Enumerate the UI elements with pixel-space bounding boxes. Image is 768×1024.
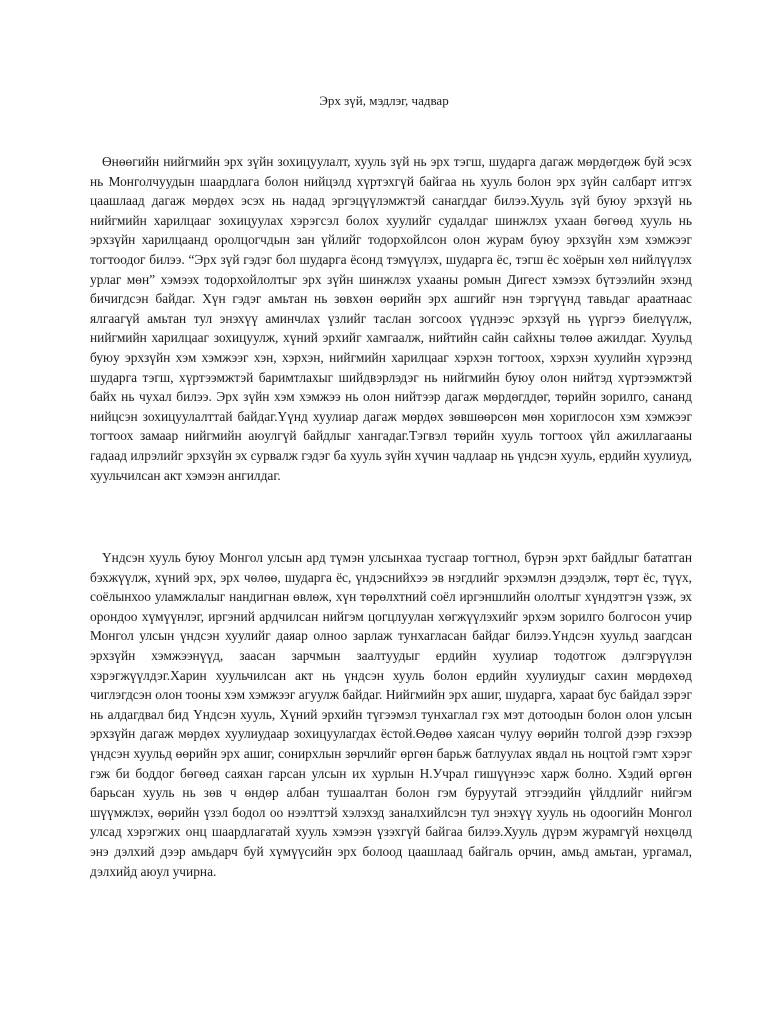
body-paragraph-2: Үндсэн хууль буюу Монгол улсын ард түмэн улсынхаа тусгаар тогтнол, бүрэн эрхт байдлыг бататган бэхжүүлж, хүний эрх, эрх чөлөө, шударга ёс, үндэснийхээ эв нэгдлийг эрхэмлэн дээдэлж, төрт ёс, түүх, соёлынхоо уламжлалыг нандигнан өвлөж, хүн төрөлхтний соёл иргэншлийн ололтыг хүндэтгэн үзэж, эх орондоо хүмүүнлэг, иргэний ардчилсан нийгэм цогцлуулан хөгжүүлэхийг эрхэм зорилго болгосон учир Монгол улсын үндсэн хуулийг даяар олноо зарлаж тунхагласан байдаг билээ.Үндсэн хуульд заагдсан эрхзүйн хэмжээнүүд, заасан зарчмын заалтуудыг ердийн хуулиар тодотгож дэлгэрүүлэн хэрэгжүүлдэг.Харин хуульчилсан акт нь үндсэн хууль болон ердийн хуулиудыг сахин мөрдөхөд чиглэгдсэн олон тооны хэм хэмжээг агуулж байдаг. Нийгмийн эрх ашиг, шударга, харааt бус байдал зэрэг нь алдагдвал бид Үндсэн хууль, Хүний эрхийн түгээмэл тунхаглал гэх мэт дотоодын болон олон улсын эрхзүйн дагаж мөрдөх хуулиудаар зохицуулагдах ёстой.Өөдөө хаясан чулуу өөрийн толгой дээр гэхээр үндсэн хуульд өөрийн эрх ашиг, сонирхлын зөрчлийг өргөн барьж батлуулах явдал нь ноцтой гэмт хэрэг гэж би боддог бөгөөд саяхан гарсан улсын их хурлын Н.Учрал гишүүнээс харж болно. Хэдий өргөн барьсан хууль нь зөв ч өндөр албан тушаалтан болон гэм буруутай этгээдийн үйлдлийг нийгэм шүүмжлэх, өөрийн үзэл бодол оо нээлттэй хэлэхэд заналхийлсэн тул энэхүү хууль нь одоогийн Монгол улсад хэрэгжих онц шаардлагатай хууль хэмээн үзэхгүй байгаа билээ.Хууль дүрэм журамгүй нөхцөлд энэ дэлхий дээр амьдарч буй хүмүүсийн эрх болоод цаашлаад байгаль орчин, амьд амьтан, ургамал, дэлхийд аюул учирна.	[90, 550, 692, 879]
body-paragraph-1: Өнөөгийн нийгмийн эрх зүйн зохицуулалт, хууль зүй нь эрх тэгш, шударга дагаж мөрдөгдөж буй эсэх нь Монголчуудын шаардлага болон нийцэлд хүртэхгүй байгаа нь хууль болон эрх зүйн салбарт итгэх цаашлаад дагаж мөрдөх эсэх нь надад эргэцүүлэмжтэй санагддаг билээ.Хууль зүй буюу эрхзүй нь нийгмийн харилцааг зохицуулах хэрэгсэл болох хуулийг судалдаг шинжлэх ухаан бөгөөд хууль нь эрхзүйн харилцаанд оролцогчдын зан үйлийг тодорхойлсон олон журам буюу эрхзүйн хэм хэмжээг тогтоодог билээ. “Эрх зүй гэдэг бол шударга ёсонд тэмүүлэх, шударга ёс, тэгш ёс хоёрын хөл нийлүүлэх урлаг мөн” хэмээх тодорхойлолтыг эрх зүйн шинжлэх ухааны ромын Дигест хэмээх бүтээлийн эхэнд бичигдсэн байдаг. Хүн гэдэг амьтан нь зөвхөн өөрийн эрх ашгийг нэн тэргүүнд тавьдаг араатнаас ялгаагүй амьтан тул энэхүү аминчлах үзлийг таслан зогсоох үүднээс эрхзүй нь үүргээ биелүүлж, нийгмийн харилцааг зохицуулж, хүний эрхийг хамгаалж, нийтийн сайн сайхны төлөө ажилдаг. Хуульд буюу эрхзүйн хэм хэмжээг хэн, хэрхэн, нийгмийн харилцааг хэрхэн тогтоох, хэрхэн хуулийн хүрээнд шударга тэгш, хүртээмжтэй баримтлахыг шийдвэрлэдэг нь нийгмийн буюу олон нийтэд хүртээмжтэй байх нь чухал билээ. Эрх зүйн хэм хэмжээ нь олон нийтээр дагаж мөрдөгддөг, төрийн зорилго, сананд нийцсэн зохицуулалттай байдаг.Үүнд хуулиар дагаж мөрдөх зөвшөөрсөн мөн хориглосон хэм хэмжээг тогтоох замаар нийгмийн аюулгүй байдлыг хангадаг.Тэгвэл төрийн хууль тогтоох үйл ажиллагааны гадаад илрэлийг эрхзүйн эх сурвалж гэдэг ба хууль зүйн хүчин чадлаар нь үндсэн хууль, ердийн хуулиуд, хуульчилсан акт хэмээн ангилдаг.	[90, 154, 692, 483]
document-title: Эрх зүй, мэдлэг, чадвар	[319, 93, 449, 108]
